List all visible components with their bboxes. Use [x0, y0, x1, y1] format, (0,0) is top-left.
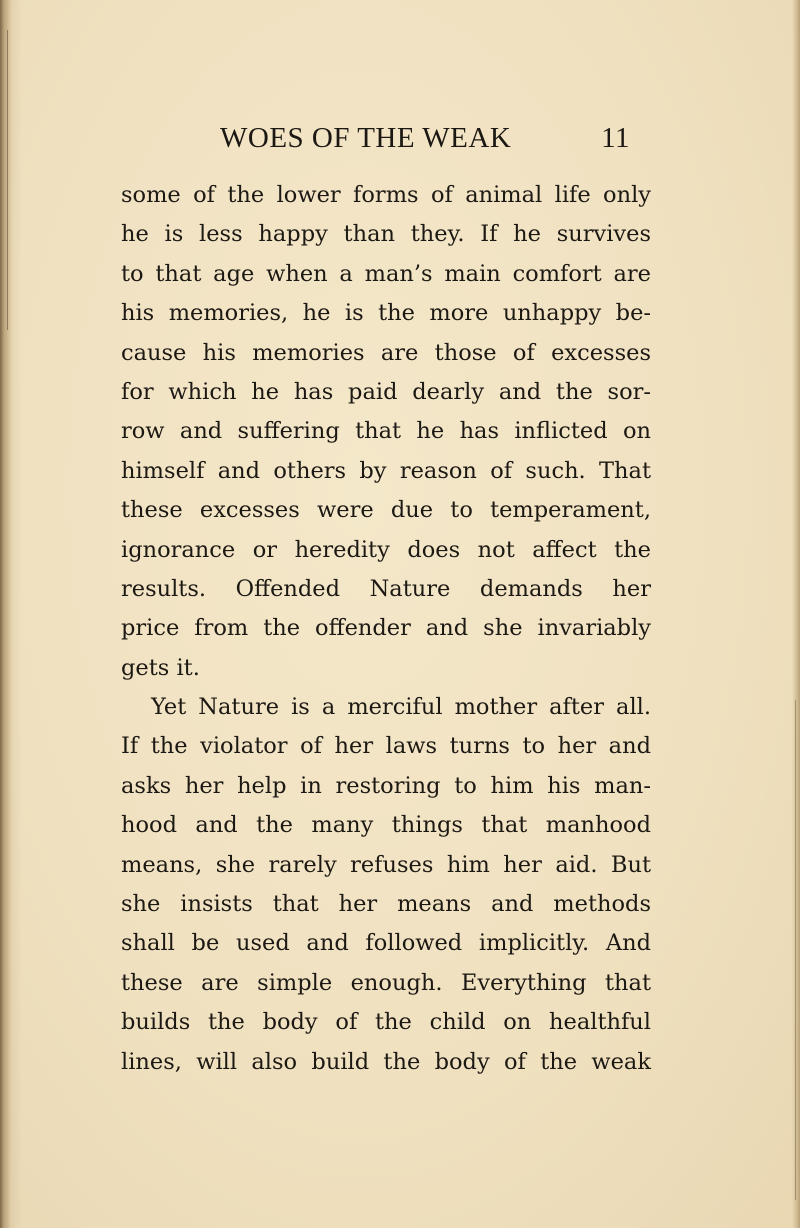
text-line: lines, will also build the body of the weak [121, 1048, 651, 1075]
text-line: she insists that her means and methods [121, 891, 651, 918]
text-line: cause his memories are those of excesses [121, 339, 651, 366]
text-line: row and suffering that he has inflicted on [121, 418, 651, 445]
text-line: some of the lower forms of animal life only [121, 182, 651, 208]
page-edge-shadow [792, 0, 800, 1228]
text-line: If the violator of her laws turns to her and [121, 733, 651, 760]
text-line: asks her help in restoring to him his man- [121, 772, 651, 799]
text-line-paragraph-end: gets it. [121, 654, 200, 681]
gutter-line [7, 30, 8, 330]
text-line: he is less happy than they. If he survives [121, 221, 651, 248]
text-line: himself and others by reason of such. That [121, 457, 651, 484]
text-line: price from the offender and she invariably [121, 615, 651, 642]
text-line: these are simple enough. Everything that [121, 969, 651, 996]
running-head [220, 122, 630, 162]
text-line: to that age when a man’s main comfort are [121, 260, 651, 287]
page-gutter-shadow [0, 0, 12, 1228]
text-line-paragraph-start: Yet Nature is a merciful mother after all. [151, 694, 651, 721]
text-line: shall be used and followed implicitly. And [121, 930, 651, 957]
page-edge-line [795, 700, 796, 1200]
text-line: ignorance or heredity does not affect the [121, 536, 651, 563]
text-line: results. Offended Nature demands her [121, 575, 651, 602]
body-text [121, 176, 651, 1082]
text-line: hood and the many things that manhood [121, 812, 651, 839]
page-number: 11 [601, 122, 630, 154]
text-line: for which he has paid dearly and the sor- [121, 378, 651, 405]
text-line: these excesses were due to temperament, [121, 497, 651, 524]
text-line: his memories, he is the more unhappy be- [121, 300, 651, 327]
text-line: builds the body of the child on healthful [121, 1009, 651, 1036]
text-line: means, she rarely refuses him her aid. But [121, 851, 651, 878]
running-title: WOES OF THE WEAK [220, 122, 512, 154]
